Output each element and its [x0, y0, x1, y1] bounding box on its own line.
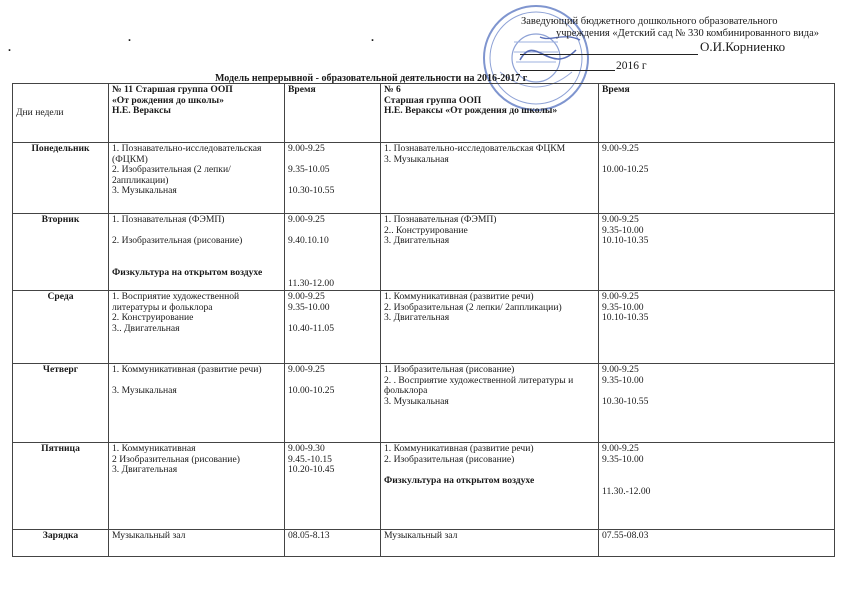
approve-line-1: Заведующий бюджетного дошкольного образовательного: [521, 16, 778, 27]
time-line: 10.20-10.45: [288, 464, 335, 476]
time-cell: [599, 530, 835, 557]
document-title: Модель непрерывной - образовательной деятельности на 2016-2017 г: [215, 73, 528, 84]
time-cell: [285, 214, 381, 291]
table-header-row: [13, 84, 835, 143]
activity-line: 3. Музыкальная: [384, 153, 449, 165]
approve-name: О.И.Корниенко: [700, 39, 786, 54]
header-group2: № 6 Старшая группа ООП Н.Е. Вераксы «От рождения до школы»: [381, 84, 599, 143]
activity-line: 3. Музыкальная: [112, 385, 177, 397]
time-line: 10.10-10.35: [602, 235, 649, 247]
time-line: 10.30-10.55: [602, 395, 649, 407]
activity-cell: [109, 143, 285, 214]
activity-cell: [381, 143, 599, 214]
time-line: 11.30.-12.00: [602, 485, 651, 497]
activity-line: 3. Музыкальная: [112, 185, 177, 197]
day-cell: Пятница: [13, 443, 109, 530]
activity-line: 3. Двигательная: [384, 312, 450, 324]
time-line: 10.00-10.25: [288, 385, 335, 397]
time-line: 9.00-9.25: [288, 214, 325, 225]
time-line: 9.45.-10.15: [288, 453, 332, 465]
activity-line: Музыкальный зал: [112, 530, 186, 542]
time-cell: [285, 143, 381, 214]
activity-cell: [381, 530, 599, 557]
time-line: 10.40-11.05: [288, 322, 335, 334]
activity-cell: [109, 214, 285, 291]
activity-line: 3. Двигательная: [384, 235, 450, 247]
activity-cell: [381, 443, 599, 530]
activity-line: 2. Изобразительная (2 лепки/: [112, 164, 231, 176]
activity-line: 2.. Конструирование: [384, 224, 468, 236]
activity-cell: [381, 364, 599, 443]
time-cell: [285, 291, 381, 364]
activity-line: 2. Изобразительная (рисование): [112, 235, 243, 247]
time-line: 10.10-10.35: [602, 312, 649, 324]
time-line: 9.35-10.00: [602, 301, 644, 313]
activity-line: 2. Конструирование: [112, 312, 194, 324]
schedule-body: [13, 143, 835, 557]
mark-dot-1: .: [8, 40, 11, 54]
time-line: 10.30-10.55: [288, 185, 335, 197]
time-line: 9.00-9.30: [288, 443, 325, 455]
table-row: [13, 291, 835, 364]
activity-line: 1. Коммуникативная (развитие речи): [384, 443, 534, 455]
header-group1: № 11 Старшая группа ООП «От рождения до школы» Н.Е. Вераксы: [109, 84, 285, 143]
time-cell: [285, 443, 381, 530]
time-line: 9.35-10.00: [288, 301, 330, 313]
activity-line: Физкультура на открытом воздухе: [384, 474, 535, 486]
day-cell: Вторник: [13, 214, 109, 291]
time-cell: [599, 364, 835, 443]
time-line: 11.30-12.00: [288, 277, 335, 289]
activity-line: 1. Познавательно-исследовательская ФЦКМ: [384, 143, 566, 154]
day-cell: Зарядка: [13, 530, 109, 557]
date-line: [520, 70, 615, 71]
activity-cell: [381, 291, 599, 364]
header-days: Дни недели: [13, 84, 109, 143]
activity-line: 1. Коммуникативная (развитие речи): [112, 364, 262, 376]
time-line: 9.00-9.25: [602, 291, 639, 303]
mark-dot-3: .: [371, 30, 374, 44]
activity-cell: [381, 214, 599, 291]
activity-cell: [109, 443, 285, 530]
time-line: [602, 465, 831, 476]
activity-cell: [109, 291, 285, 364]
time-line: 08.05-8.13: [288, 530, 330, 542]
time-line: 9.00-9.25: [288, 291, 325, 303]
table-row: [13, 530, 835, 557]
time-line: [288, 268, 377, 279]
time-line: [288, 247, 377, 258]
activity-line: 1. Восприятие художественной: [112, 291, 240, 303]
mark-dot-2: .: [128, 30, 131, 44]
schedule-table: [12, 83, 835, 557]
time-cell: [599, 143, 835, 214]
time-cell: [599, 214, 835, 291]
activity-line: 1. Познавательно-исследовательская: [112, 143, 262, 154]
activity-line: 1. Изобразительная (рисование): [384, 364, 515, 376]
activity-line: 2аппликации): [112, 174, 169, 186]
activity-line: фольклора: [384, 385, 428, 397]
activity-line: 3. Двигательная: [112, 464, 178, 476]
activity-line: 1. Коммуникативная: [112, 443, 196, 455]
activity-line: 3. Музыкальная: [384, 395, 449, 407]
time-cell: [285, 530, 381, 557]
time-line: [288, 257, 377, 268]
time-line: 9.00-9.25: [602, 443, 639, 455]
activity-line: Музыкальный зал: [384, 530, 458, 542]
time-cell: [285, 364, 381, 443]
time-line: 9.35-10.00: [602, 453, 644, 465]
time-line: 9.00-9.25: [602, 143, 639, 154]
activity-line: 2. . Восприятие художественной литературы и: [384, 374, 574, 386]
activity-line: 2. Изобразительная (рисование): [384, 453, 515, 465]
signature-line: [520, 54, 698, 55]
time-line: 9.00-9.25: [602, 214, 639, 225]
time-line: [602, 476, 831, 487]
time-line: 9.00-9.25: [288, 143, 325, 154]
activity-line: 1. Познавательная (ФЭМП): [112, 214, 225, 225]
approve-year: 2016 г: [616, 60, 647, 72]
table-row: [13, 443, 835, 530]
day-cell: Четверг: [13, 364, 109, 443]
activity-line: 1. Коммуникативная (развитие речи): [384, 291, 534, 303]
day-cell: Понедельник: [13, 143, 109, 214]
activity-line: [112, 247, 281, 258]
header-time1: Время: [285, 84, 381, 143]
time-line: 9.40.10.10: [288, 235, 329, 247]
time-line: 10.00-10.25: [602, 164, 649, 176]
activity-line: литературы и фольклора: [112, 301, 213, 313]
activity-line: (ФЦКМ): [112, 153, 148, 165]
activity-line: 1. Познавательная (ФЭМП): [384, 214, 497, 225]
time-line: 9.35-10.00: [602, 374, 644, 386]
table-row: [13, 364, 835, 443]
activity-cell: [109, 530, 285, 557]
time-line: 9.35-10.05: [288, 164, 330, 176]
time-cell: [599, 291, 835, 364]
approve-line-2: учреждения «Детский сад № 330 комбинированного вида»: [556, 28, 820, 39]
time-line: 9.00-9.25: [288, 364, 325, 376]
activity-line: 2 Изобразительная (рисование): [112, 453, 240, 465]
activity-line: Физкультура на открытом воздухе: [112, 266, 263, 278]
activity-cell: [109, 364, 285, 443]
activity-line: 3.. Двигательная: [112, 322, 180, 334]
table-row: [13, 143, 835, 214]
day-cell: Среда: [13, 291, 109, 364]
header-time2: Время: [599, 84, 835, 143]
time-line: 9.35-10.00: [602, 224, 644, 236]
time-line: 9.00-9.25: [602, 364, 639, 376]
time-line: 07.55-08.03: [602, 530, 649, 542]
table-row: [13, 214, 835, 291]
time-cell: [599, 443, 835, 530]
activity-line: 2. Изобразительная (2 лепки/ 2аппликации): [384, 301, 562, 313]
